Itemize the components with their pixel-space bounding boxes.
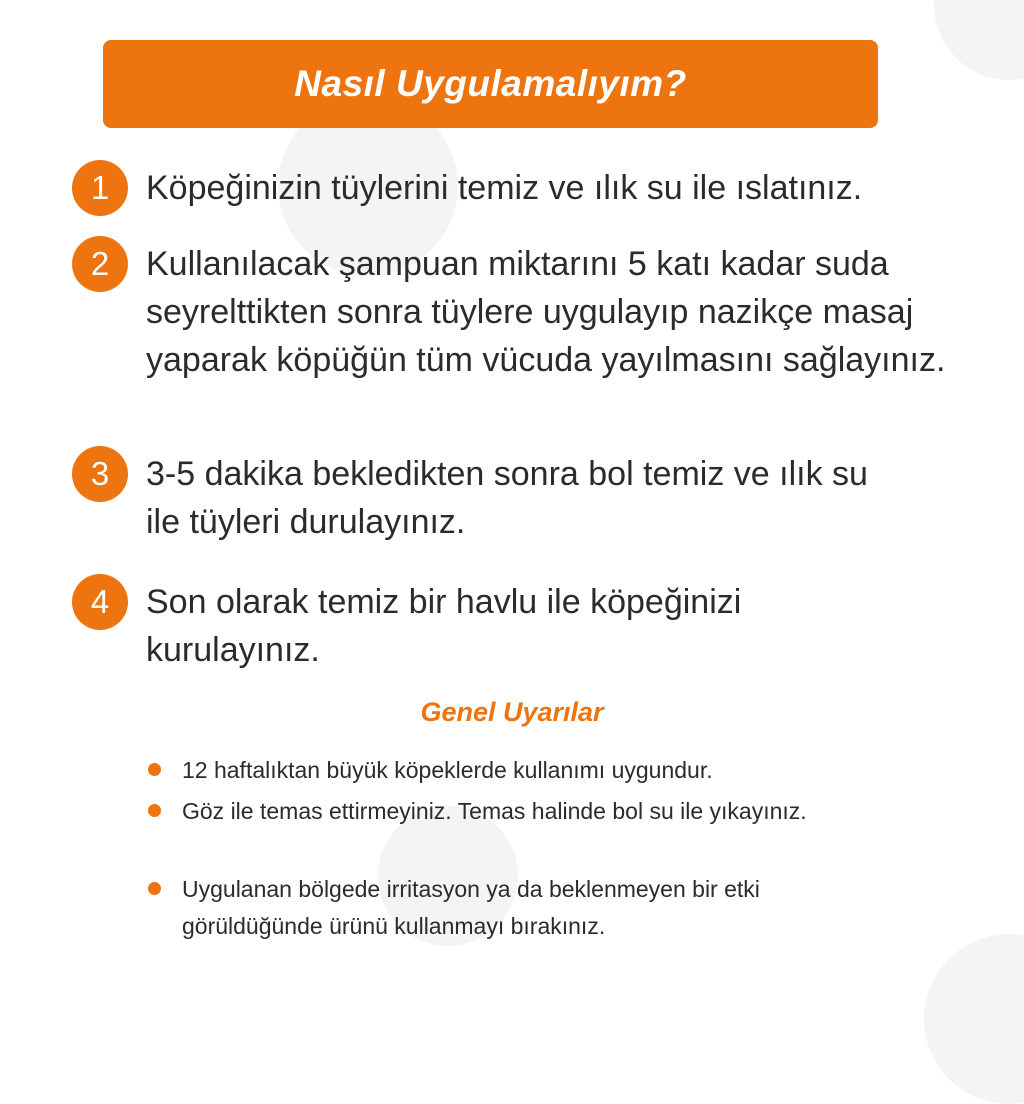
warning-text: Uygulanan bölgede irritasyon ya da beklenmeyen bir etki görüldüğünde ürünü kullanmayı bırakınız. bbox=[182, 876, 760, 939]
step-text: Köpeğinizin tüylerini temiz ve ılık su ile ıslatınız. bbox=[146, 169, 863, 207]
step-item bbox=[72, 574, 846, 674]
warning-text: Göz ile temas ettirmeyiniz. Temas halinde bol su ile yıkayınız. bbox=[182, 798, 807, 824]
decorative-circle bbox=[934, 0, 1024, 80]
bullet-icon bbox=[148, 804, 161, 817]
warnings-heading: Genel Uyarılar bbox=[420, 697, 604, 727]
step-number-badge: 2 bbox=[72, 236, 128, 292]
decorative-circle bbox=[924, 934, 1024, 1104]
step-text: Son olarak temiz bir havlu ile köpeğinizi kurulayınız. bbox=[146, 583, 742, 669]
step-number-badge: 1 bbox=[72, 160, 128, 216]
title-banner bbox=[103, 40, 878, 128]
bullet-icon bbox=[148, 763, 161, 776]
step-number-badge: 3 bbox=[72, 446, 128, 502]
step-item bbox=[72, 160, 1006, 216]
warning-item bbox=[148, 793, 872, 830]
step-item bbox=[72, 236, 996, 384]
warning-item bbox=[148, 871, 882, 945]
step-text: 3-5 dakika bekledikten sonra bol temiz ve ılık su ile tüyleri durulayınız. bbox=[146, 455, 868, 541]
bullet-icon bbox=[148, 882, 161, 895]
warning-text: 12 haftalıktan büyük köpeklerde kullanımı uygundur. bbox=[182, 757, 713, 783]
step-number-badge: 4 bbox=[72, 574, 128, 630]
step-text: Kullanılacak şampuan miktarını 5 katı kadar suda seyrelttikten sonra tüylere uygulayıp nazikçe masaj yaparak köpüğün tüm vücuda yayılmasını sağlayınız. bbox=[146, 245, 946, 379]
warning-item bbox=[148, 752, 882, 789]
step-item bbox=[72, 446, 886, 546]
page-title: Nasıl Uygulamalıyım? bbox=[294, 63, 687, 104]
